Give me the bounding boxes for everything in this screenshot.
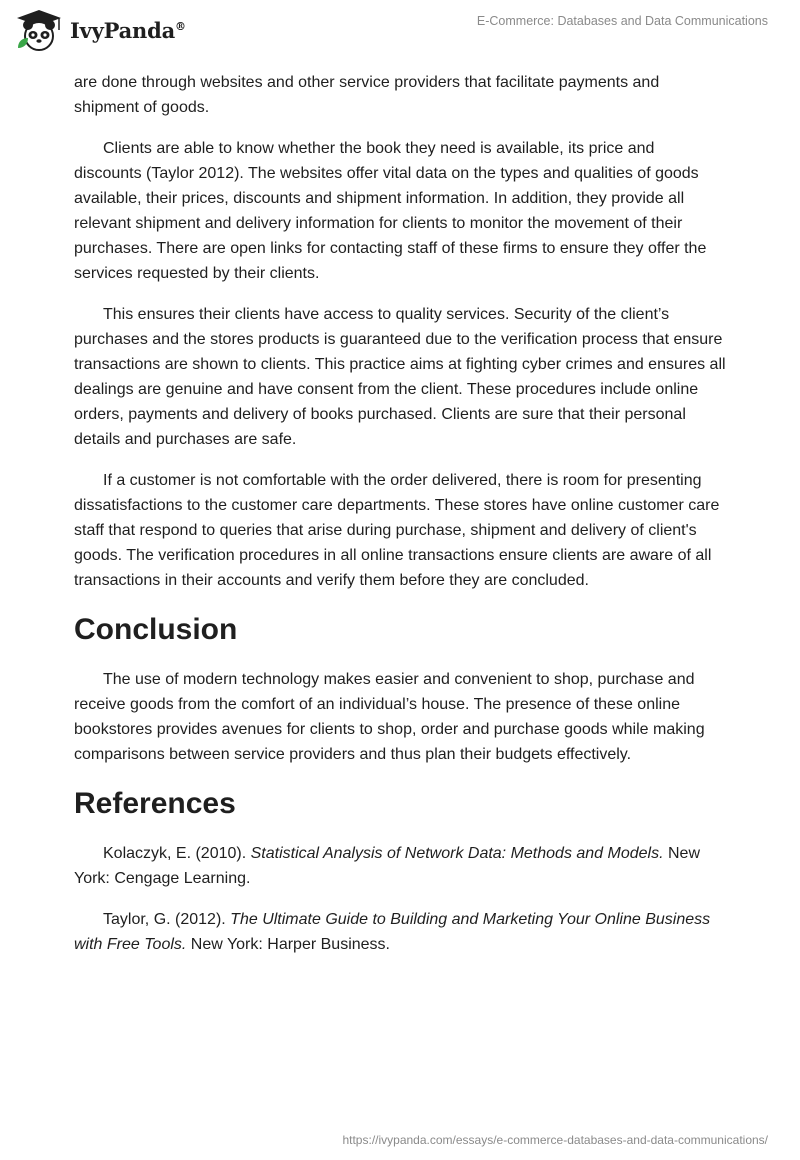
document-title: E-Commerce: Databases and Data Communications (476, 14, 768, 28)
logo[interactable] (14, 8, 186, 52)
paragraph: are done through websites and other service providers that facilitate payments and shipment of goods. (74, 74, 660, 116)
paragraph: If a customer is not comfortable with the order delivered, there is room for presenting dissatisfactions to the customer care departments. These stores have online customer care staff that respond to queries that arise during purchase, shipment and delivery of client's goods. The verification procedures in all online transactions ensure clients are aware of all transactions in their accounts and verify them before they are concluded. (74, 472, 720, 589)
references-heading: References (74, 787, 236, 820)
reference-item: Kolaczyk, E. (2010). Statistical Analysis of Network Data: Methods and Models. New York: Cengage Learning. (74, 845, 700, 887)
logo-wordmark: IvyPanda® (70, 17, 186, 43)
conclusion-paragraph: The use of modern technology makes easier and convenient to shop, purchase and receive goods from the comfort of an individual’s house. The presence of these online bookstores provides avenues for clients to shop, order and purchase goods while making comparisons between service providers and thus plan their budgets effectively. (74, 671, 705, 763)
paragraph: Clients are able to know whether the book they need is available, its price and discounts (Taylor 2012). The websites offer vital data on the types and qualities of goods available, their prices, discounts and shipment information. In addition, they provide all relevant shipment and delivery information for clients to monitor the movement of their purchases. There are open links for contacting staff of these firms to ensure they offer the services requested by their clients. (74, 140, 707, 282)
reference-item: Taylor, G. (2012). The Ultimate Guide to Building and Marketing Your Online Business with Free Tools. New York: Harper Business. (74, 911, 711, 953)
source-url-link[interactable]: https://ivypanda.com/essays/e-commerce-databases-and-data-communications/ (342, 1133, 768, 1147)
paragraph: This ensures their clients have access to quality services. Security of the client’s purchases and the stores products is guaranteed due to the verification process that ensure transactions are shown to clients. This practice aims at fighting cyber crimes and ensures all dealings are genuine and have consent from the client. These procedures include online orders, payments and delivery of books purchased. Clients are sure that their personal details and purchases are safe. (74, 306, 726, 448)
page-header (0, 0, 800, 64)
conclusion-heading: Conclusion (74, 613, 238, 646)
panda-logo-icon (14, 8, 64, 52)
essay-body (74, 70, 726, 973)
